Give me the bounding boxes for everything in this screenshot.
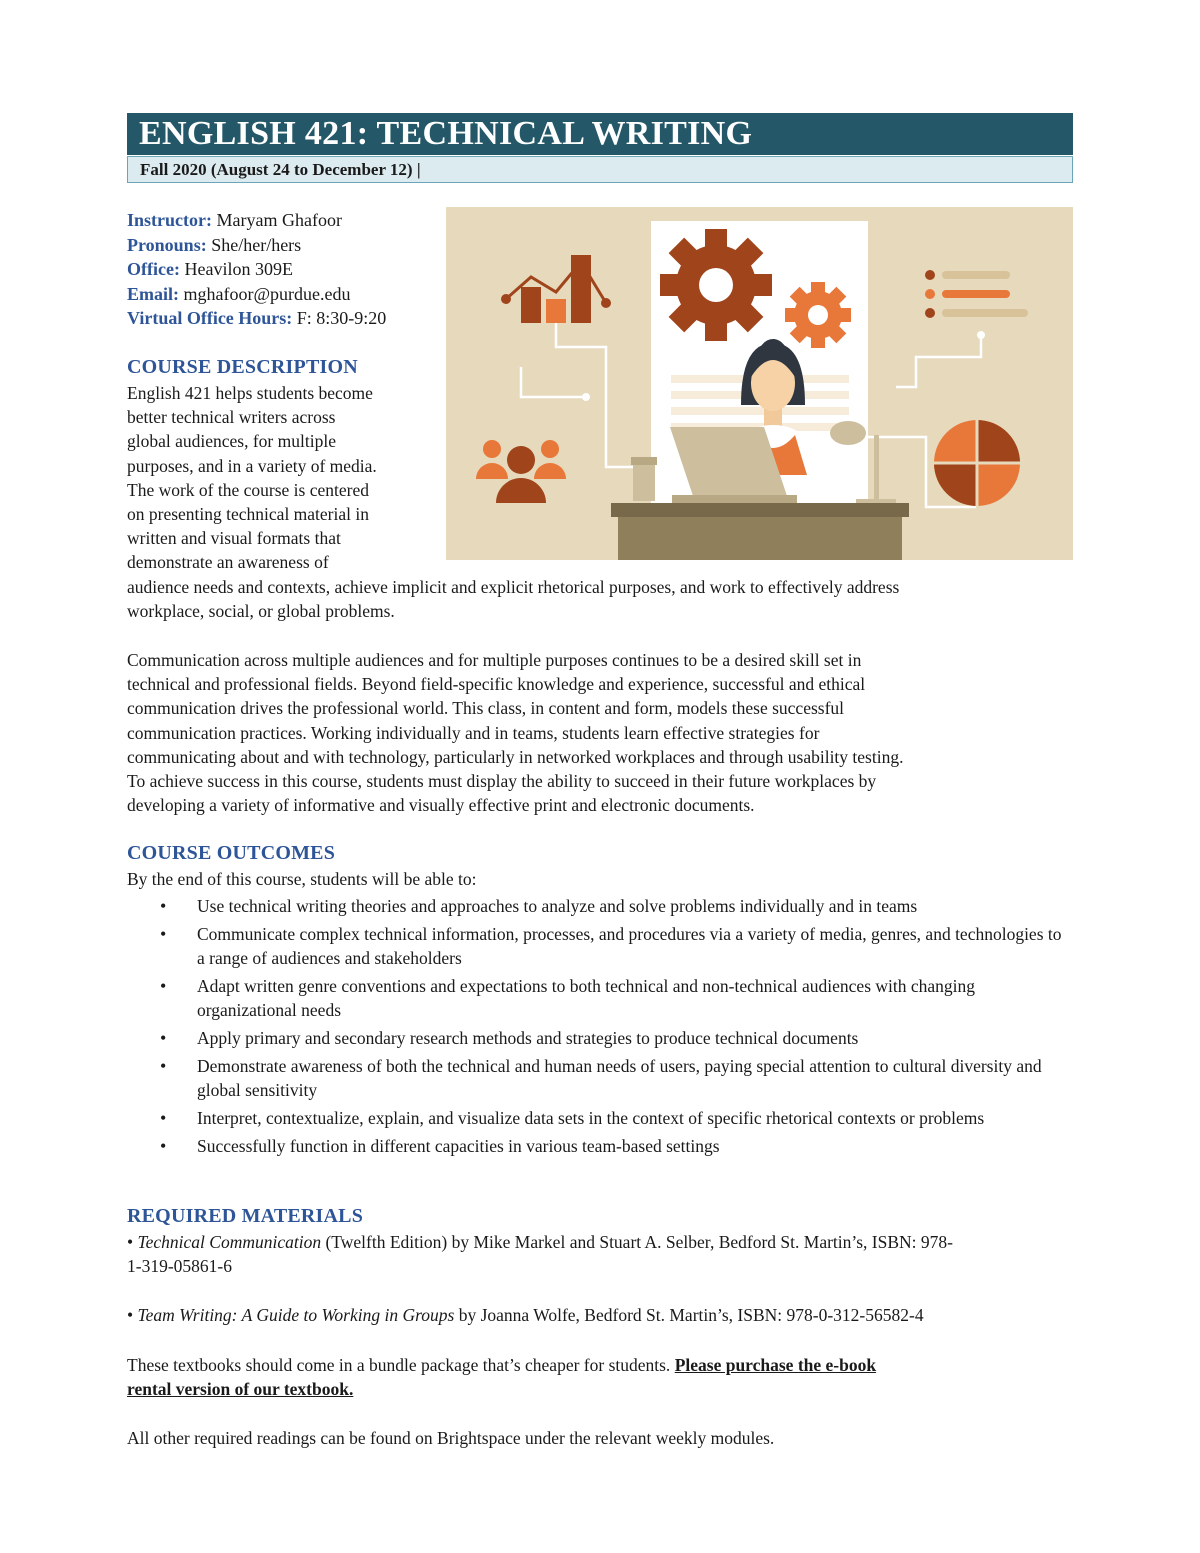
paragraph-line: Communication across multiple audiences and for multiple purposes continues to be a desired skill set in bbox=[127, 650, 862, 670]
list-item: • Apply primary and secondary research methods and strategies to produce technical documents bbox=[127, 1026, 1073, 1050]
textbook-1-title: Technical Communication bbox=[137, 1232, 322, 1252]
bullet: • bbox=[127, 1232, 138, 1252]
paragraph-line: technical and professional fields. Beyond field-specific knowledge and experience, successful and ethical bbox=[127, 674, 866, 695]
description-line: written and visual formats that bbox=[127, 528, 341, 549]
bullet: • bbox=[127, 1305, 138, 1325]
office-label: Office: bbox=[127, 259, 180, 279]
description-line: demonstrate an awareness of bbox=[127, 552, 329, 573]
description-line: The work of the course is centered bbox=[127, 479, 369, 500]
other-readings-note: All other required readings can be found on Brightspace under the relevant weekly modules. bbox=[127, 1428, 775, 1448]
textbook-2-details: by Joanna Wolfe, Bedford St. Martin’s, ISBN: 978-0-312-56582-4 bbox=[454, 1305, 924, 1325]
list-item: • Communicate complex technical information, processes, and procedures via a variety of media, genres, and technologies to a range of audiences and stakeholders bbox=[127, 922, 1073, 970]
textbook-2 bbox=[127, 1303, 924, 1327]
email-label: Email: bbox=[127, 283, 179, 304]
textbook-2-title: Team Writing: A Guide to Working in Groups bbox=[137, 1305, 455, 1325]
textbook-1 bbox=[127, 1230, 953, 1278]
communication-paragraph bbox=[127, 648, 903, 817]
paragraph-line: To achieve success in this course, students must display the ability to succeed in their future workplaces by bbox=[127, 771, 877, 792]
description-line: on presenting technical material in bbox=[127, 504, 369, 525]
office-hours-value: F: 8:30-9:20 bbox=[292, 308, 387, 328]
instructor-info bbox=[127, 208, 386, 331]
description-line: better technical writers across bbox=[127, 407, 336, 428]
list-item: • Successfully function in different capacities in various team-based settings bbox=[127, 1134, 1073, 1158]
instructor-label: Instructor: bbox=[127, 210, 212, 230]
email-value[interactable]: mghafoor@purdue.edu bbox=[179, 283, 351, 304]
instructor-name: Maryam Ghafoor bbox=[211, 210, 342, 230]
paragraph-line: communication practices. Working individually and in teams, students learn effective strategies for bbox=[127, 722, 820, 743]
outcomes-intro: By the end of this course, students will be able to: bbox=[127, 869, 477, 889]
course-description-text bbox=[127, 381, 899, 623]
textbook-1-details: (Twelfth Edition) by Mike Markel and Stuart A. Selber, Bedford St. Martin’s, ISBN: 978- bbox=[321, 1232, 953, 1252]
office-value: Heavilon 309E bbox=[179, 259, 293, 279]
description-line: purposes, and in a variety of media. bbox=[127, 455, 377, 476]
required-materials-heading: REQUIRED MATERIALS bbox=[127, 1205, 364, 1227]
list-item: • Demonstrate awareness of both the technical and human needs of users, paying special attention to cultural diversity and global sensitivity bbox=[127, 1054, 1073, 1102]
description-line: English 421 helps students become bbox=[127, 383, 373, 403]
paragraph-line: communication drives the professional world. This class, in content and form, models these successful bbox=[127, 698, 845, 719]
paragraph-line: developing a variety of informative and visually effective print and electronic documents. bbox=[127, 795, 755, 816]
list-item: • Use technical writing theories and approaches to analyze and solve problems individually and in teams bbox=[127, 894, 1073, 918]
bundle-text: These textbooks should come in a bundle package that’s cheaper for students. bbox=[127, 1355, 675, 1375]
description-line: audience needs and contexts, achieve implicit and explicit rhetorical purposes, and work to effectively address bbox=[127, 576, 900, 597]
course-outcomes-heading: COURSE OUTCOMES bbox=[127, 842, 336, 864]
textbook-1-isbn-end: 1-319-05861-6 bbox=[127, 1256, 232, 1277]
paragraph-line: communicating about and with technology, particularly in networked workplaces and through usability testing. bbox=[127, 746, 904, 767]
description-line: global audiences, for multiple bbox=[127, 431, 336, 452]
ebook-rental-note: Please purchase the e-book bbox=[674, 1355, 877, 1375]
office-hours-label: Virtual Office Hours: bbox=[127, 308, 293, 328]
bundle-note bbox=[127, 1353, 876, 1401]
pronouns-value: She/her/hers bbox=[206, 234, 302, 255]
ebook-rental-note-cont: rental version of our textbook. bbox=[127, 1379, 354, 1400]
outcomes-list bbox=[127, 894, 1073, 1162]
list-item: • Adapt written genre conventions and expectations to both technical and non-technical audiences with changing organizational needs bbox=[127, 974, 1073, 1022]
course-title: ENGLISH 421: TECHNICAL WRITING bbox=[127, 113, 1073, 155]
description-line: workplace, social, or global problems. bbox=[127, 600, 395, 621]
pronouns-label: Pronouns: bbox=[127, 234, 207, 255]
list-item: • Interpret, contextualize, explain, and visualize data sets in the context of specific rhetorical contexts or problems bbox=[127, 1106, 1073, 1130]
course-description-heading: COURSE DESCRIPTION bbox=[127, 356, 358, 378]
course-term: Fall 2020 (August 24 to December 12) | bbox=[127, 156, 1073, 183]
